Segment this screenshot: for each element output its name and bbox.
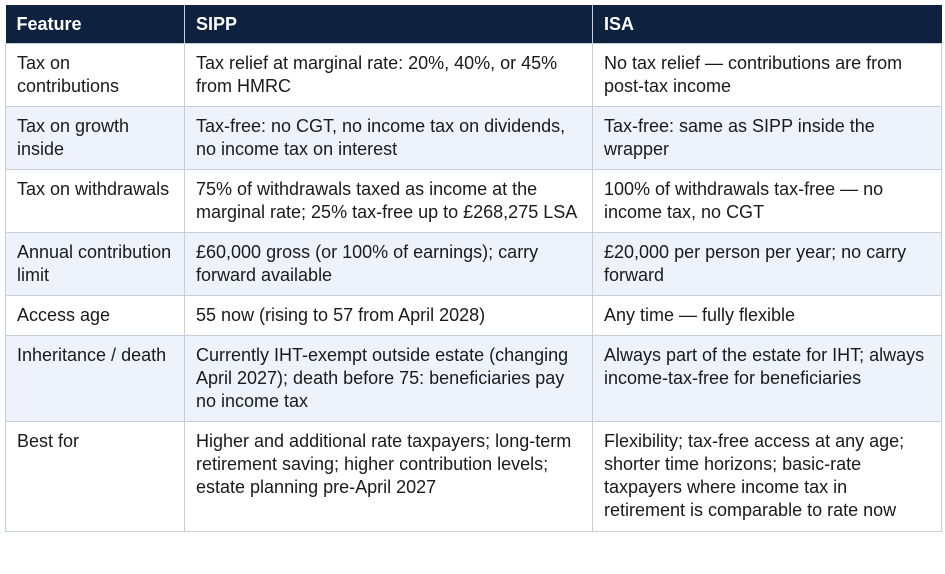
table-body — [6, 44, 942, 532]
sipp-cell: Higher and additional rate taxpayers; long-term retirement saving; higher contribution levels; estate planning pre-April 2027 — [185, 422, 593, 532]
isa-cell: 100% of withdrawals tax-free — no income tax, no CGT — [593, 170, 942, 233]
sipp-cell: Tax relief at marginal rate: 20%, 40%, or 45% from HMRC — [185, 44, 593, 107]
feature-cell: Tax on growth inside — [6, 107, 185, 170]
table-row — [6, 107, 942, 170]
table-row — [6, 233, 942, 296]
sipp-cell: £60,000 gross (or 100% of earnings); carry forward available — [185, 233, 593, 296]
isa-cell: Flexibility; tax-free access at any age; shorter time horizons; basic-rate taxpayers where income tax in retirement is comparable to rate now — [593, 422, 942, 532]
header-sipp: SIPP — [185, 5, 593, 44]
table-row — [6, 422, 942, 532]
table-header — [6, 5, 942, 44]
sipp-cell: 55 now (rising to 57 from April 2028) — [185, 296, 593, 336]
table-row — [6, 170, 942, 233]
table-row — [6, 296, 942, 336]
table-row — [6, 336, 942, 422]
header-row — [6, 5, 942, 44]
feature-cell: Tax on withdrawals — [6, 170, 185, 233]
comparison-table-container — [5, 5, 941, 532]
feature-cell: Access age — [6, 296, 185, 336]
feature-cell: Inheritance / death — [6, 336, 185, 422]
header-isa: ISA — [593, 5, 942, 44]
sipp-cell: Currently IHT-exempt outside estate (changing April 2027); death before 75: beneficiaries pay no income tax — [185, 336, 593, 422]
isa-cell: Tax-free: same as SIPP inside the wrapper — [593, 107, 942, 170]
sipp-cell: Tax-free: no CGT, no income tax on dividends, no income tax on interest — [185, 107, 593, 170]
isa-cell: No tax relief — contributions are from post-tax income — [593, 44, 942, 107]
sipp-cell: 75% of withdrawals taxed as income at the marginal rate; 25% tax-free up to £268,275 LSA — [185, 170, 593, 233]
isa-cell: Any time — fully flexible — [593, 296, 942, 336]
feature-cell: Best for — [6, 422, 185, 532]
feature-cell: Tax on contributions — [6, 44, 185, 107]
isa-cell: Always part of the estate for IHT; always income-tax-free for beneficiaries — [593, 336, 942, 422]
sipp-vs-isa-comparison-table — [5, 5, 942, 532]
header-feature: Feature — [6, 5, 185, 44]
table-row — [6, 44, 942, 107]
feature-cell: Annual contribution limit — [6, 233, 185, 296]
isa-cell: £20,000 per person per year; no carry forward — [593, 233, 942, 296]
